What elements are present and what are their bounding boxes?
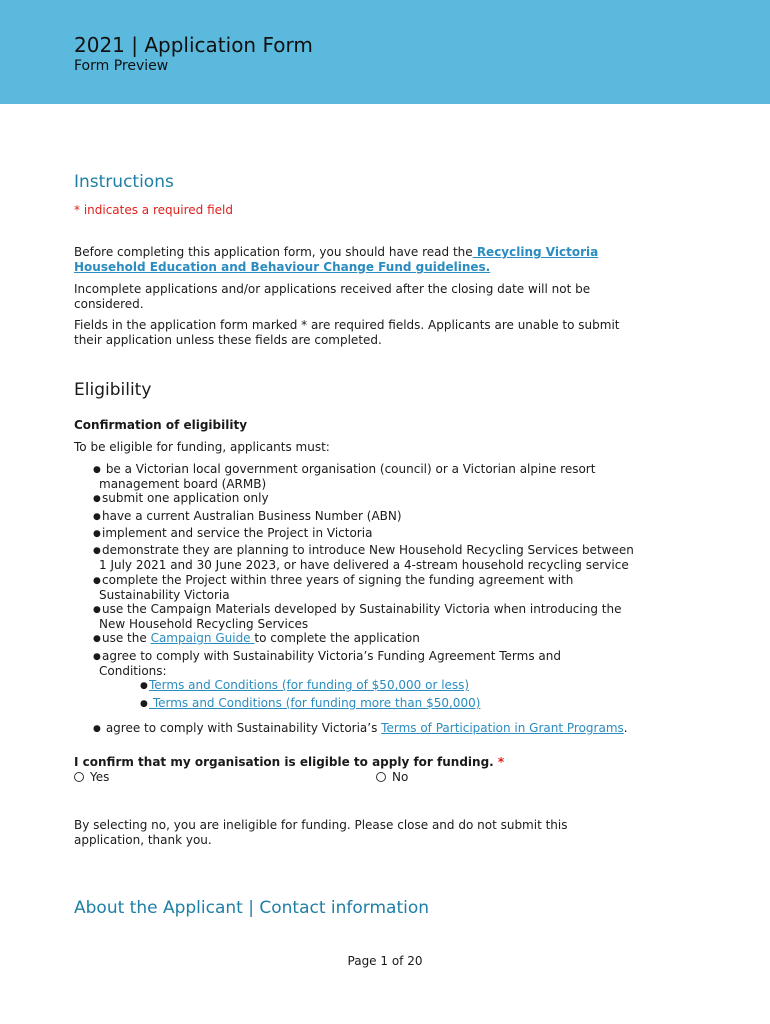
about-heading: About the Applicant | Contact information: [74, 898, 430, 918]
radio-no-icon[interactable]: [376, 772, 386, 782]
radio-yes[interactable]: Yes: [74, 770, 109, 785]
list-item: ●Terms and Conditions (for funding of $50,000 or less): [140, 678, 470, 692]
required-asterisk: *: [497, 755, 505, 769]
list-item: ●complete the Project within three years of signing the funding agreement with Sustainability Victoria: [93, 573, 574, 602]
ineligible-note: By selecting no, you are ineligible for funding. Please close and do not submit this application, thank you.: [74, 818, 568, 847]
instructions-heading: Instructions: [74, 172, 174, 192]
intro-paragraph: Before completing this application form, you should have read the Recycling Victoria Household Education and Behaviour Change Fund guidelines.: [74, 245, 599, 274]
list-item: ●use the Campaign Materials developed by Sustainability Victoria when introducing the New Household Recycling Services: [93, 602, 622, 631]
form-title: 2021 | Application Form: [74, 33, 313, 57]
campaign-guide-link[interactable]: Campaign Guide: [150, 631, 255, 645]
form-subtitle: Form Preview: [74, 58, 169, 74]
radio-yes-icon[interactable]: [74, 772, 84, 782]
form-header: [0, 0, 770, 104]
required-field-note: * indicates a required field: [74, 203, 233, 217]
eligibility-question: I confirm that my organisation is eligible to apply for funding. *: [74, 755, 505, 769]
terms-participation-link[interactable]: Terms of Participation in Grant Programs: [381, 721, 624, 735]
list-item: ● Terms and Conditions (for funding more than $50,000): [140, 696, 481, 710]
confirmation-subheading: Confirmation of eligibility: [74, 418, 248, 432]
incomplete-paragraph: Incomplete applications and/or applications received after the closing date will not be considered.: [74, 282, 591, 311]
list-item: ●agree to comply with Sustainability Victoria’s Funding Agreement Terms and Conditions:: [93, 649, 561, 678]
eligibility-lead: To be eligible for funding, applicants must:: [74, 440, 330, 454]
eligibility-heading: Eligibility: [74, 380, 152, 400]
list-item: ●use the Campaign Guide to complete the application: [93, 631, 420, 645]
terms-small-link[interactable]: Terms and Conditions (for funding of $50,000 or less): [149, 678, 470, 692]
guidelines-link[interactable]: Recycling Victoria: [472, 245, 599, 259]
page-number: Page 1 of 20: [347, 954, 423, 968]
radio-no[interactable]: No: [376, 770, 408, 785]
list-item: ● agree to comply with Sustainability Victoria’s Terms of Participation in Grant Programs.: [93, 721, 628, 735]
list-item: ●demonstrate they are planning to introduce New Household Recycling Services between 1 July 2021 and 30 June 2023, or have delivered a 4-stream household recycling service: [93, 543, 634, 572]
required-paragraph: Fields in the application form marked * are required fields. Applicants are unable to submit their application unless these fields are completed.: [74, 318, 620, 347]
list-item: ● be a Victorian local government organisation (council) or a Victorian alpine resort management board (ARMB): [93, 462, 596, 491]
terms-large-link[interactable]: Terms and Conditions (for funding more than $50,000): [149, 696, 481, 710]
list-item: ●submit one application only: [93, 491, 269, 505]
guidelines-link-cont[interactable]: Household Education and Behaviour Change Fund guidelines.: [74, 260, 491, 274]
list-item: ●have a current Australian Business Number (ABN): [93, 509, 402, 523]
list-item: ●implement and service the Project in Victoria: [93, 526, 373, 540]
